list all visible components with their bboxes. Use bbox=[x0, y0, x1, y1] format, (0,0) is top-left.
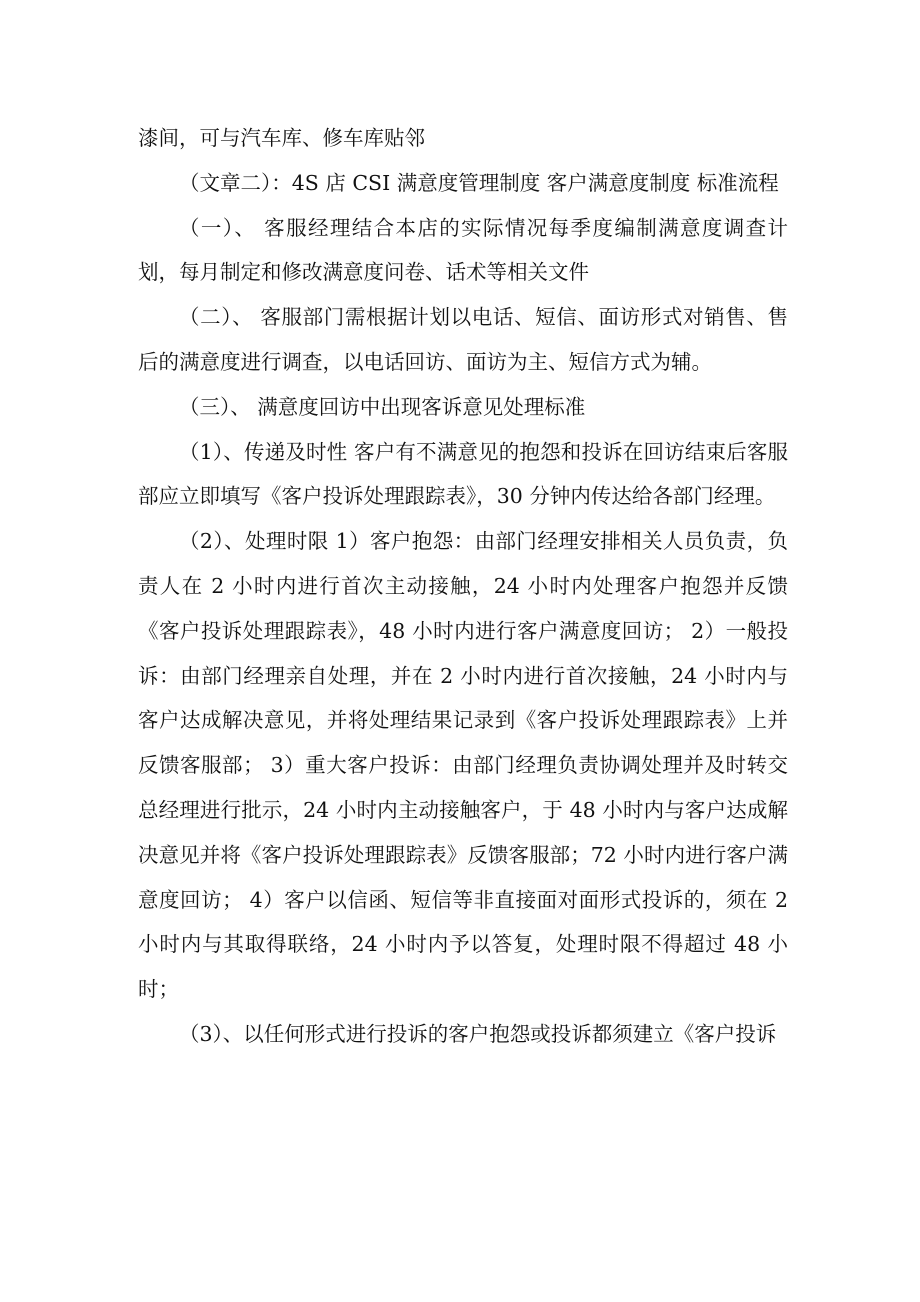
paragraph-continuation: 漆间，可与汽车库、修车库贴邻 bbox=[138, 126, 425, 150]
paragraph-section-2: （二）、 客服部门需根据计划以电话、短信、面访形式对销售、售后的满意度进行调查，以电话回访、面访为主、短信方式为辅。 bbox=[138, 305, 788, 374]
document-body bbox=[138, 116, 788, 1057]
paragraph-article-title: （文章二）：4S 店 CSI 满意度管理制度 客户满意度制度 标准流程 bbox=[179, 170, 779, 195]
paragraph-section-3: （三）、 满意度回访中出现客诉意见处理标准 bbox=[179, 394, 586, 419]
paragraph-section-1: （一）、 客服经理结合本店的实际情况每季度编制满意度调查计划，每月制定和修改满意度问卷、话术等相关文件 bbox=[138, 215, 788, 285]
paragraph-item-3: （3）、以任何形式进行投诉的客户抱怨或投诉都须建立《客户投诉 bbox=[179, 1021, 777, 1046]
paragraph-item-1: （1）、传递及时性 客户有不满意见的抱怨和投诉在回访结束后客服部应立即填写《客户投诉处理跟踪表》，30 分钟内传达给各部门经理。 bbox=[138, 439, 788, 509]
paragraph-item-2: （2）、处理时限 1）客户抱怨：由部门经理安排相关人员负责，负责人在 2 小时内进行首次主动接触，24 小时内处理客户抱怨并反馈《客户投诉处理跟踪表》，48 小时内进行客户满意度回访； 2）一般投诉：由部门经理亲自处理，并在 2 小时内进行首次接触，24 小时内与客户达成解决意见，并将处理结果记录到《客户投诉处理跟踪表》上并反馈客服部； 3）重大客户投诉：由部门经理负责协调处理并及时转交总经理进行批示，24 小时内主动接触客户，于 48 小时内与客户达成解决意见并将《客户投诉处理跟踪表》反馈客服部；72 小时内进行客户满意度回访； 4）客户以信函、短信等非直接面对面形式投诉的，须在 2 小时内与其取得联络，24 小时内予以答复，处理时限不得超过 48 小时； bbox=[138, 529, 788, 1002]
